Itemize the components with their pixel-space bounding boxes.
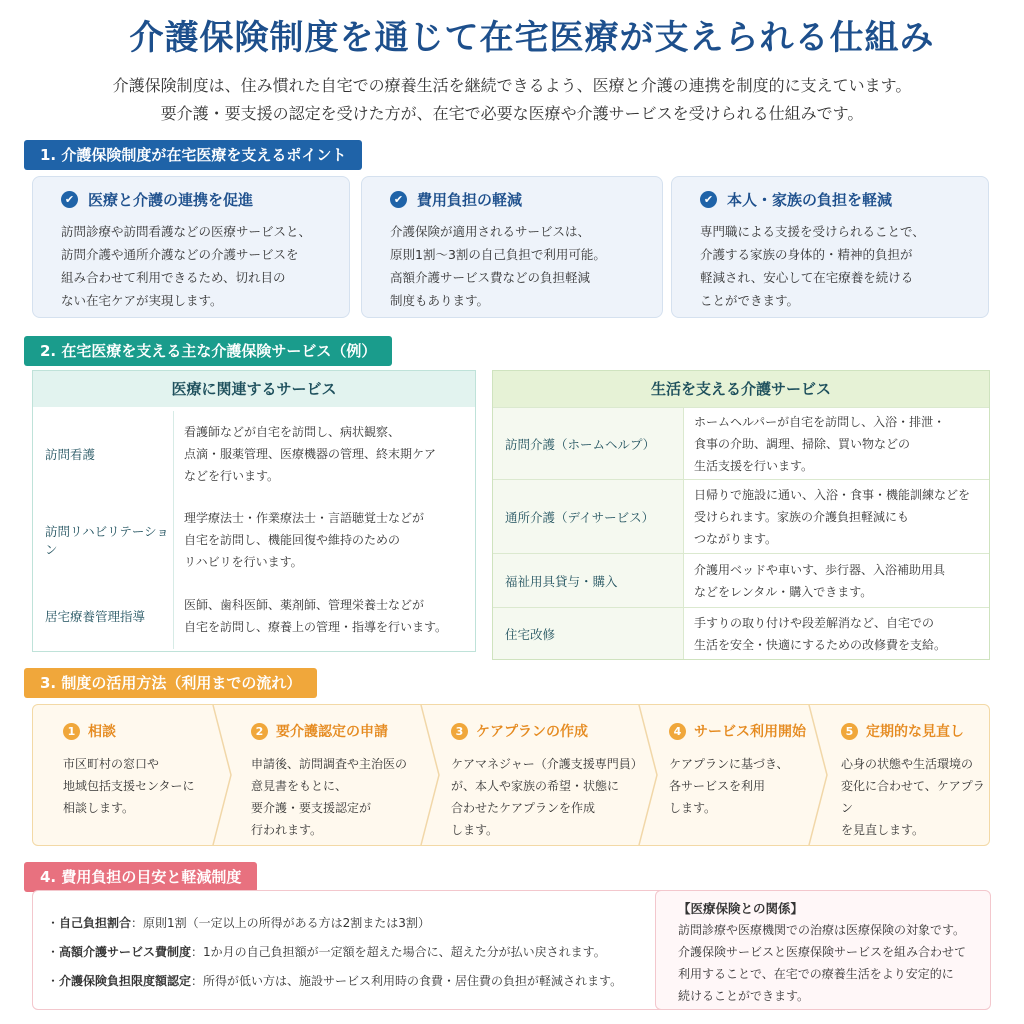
cost-item-label: 介護保険負担限度額認定 (59, 974, 192, 988)
cost-item-label: 自己負担割合 (59, 916, 132, 930)
service-desc: 看護師などが自宅を訪問し、病状観察、 点滴・服薬管理、医療機器の管理、終末期ケア などを行います。 (173, 411, 475, 497)
point-body: 介護保険が適用されるサービスは、 原則1割〜3割の自己負担で利用可能。 高額介護サービス費などの負担軽減 制度もあります。 (390, 224, 606, 308)
step-title: 要介護認定の申請 (276, 724, 388, 740)
check-icon: ✔ (61, 191, 78, 208)
service-desc: 介護用ベッドや車いす、歩行器、入浴補助用具 などをレンタル・購入できます。 (683, 554, 989, 607)
cost-item-text: ：所得が低い方は、施設サービス利用時の食費・居住費の負担が軽減されます。 (191, 974, 623, 988)
step-body: ケアマネジャー（介護支援専門員） が、本人や家族の希望・状態に 合わせたケアプランを作成 します。 (451, 757, 643, 837)
service-name: 福祉用具貸与・購入 (493, 554, 683, 607)
step-title: サービス利用開始 (694, 724, 806, 740)
page-title: 介護保険制度を通じて在宅医療が支えられる仕組み (129, 18, 935, 58)
point-title: 本人・家族の負担を軽減 (727, 191, 893, 209)
step-body: 市区町村の窓口や 地域包括支援センターに 相談します。 (63, 757, 195, 815)
table-row (33, 411, 475, 497)
point-body: 専門職による支援を受けられることで、 介護する家族の身体的・精神的負担が 軽減され、安心して在宅療養を続ける ことができます。 (700, 224, 925, 308)
service-name: 訪問リハビリテーション (45, 524, 169, 557)
intro-text (0, 72, 1024, 128)
step-body: 申請後、訪問調査や主治医の 意見書をもとに、 要介護・要支援認定が 行われます。 (251, 757, 408, 837)
step-number-icon: 1 (63, 723, 80, 740)
step-title: ケアプランの作成 (476, 724, 588, 740)
point-card-cost (361, 176, 663, 318)
table-row (493, 553, 989, 607)
medical-insurance-note (655, 890, 991, 1010)
cost-item-text: ：1か月の自己負担額が一定額を超えた場合に、超えた分が払い戻されます。 (191, 945, 606, 959)
living-services-table (492, 370, 990, 660)
section2-heading: 2. 在宅医療を支える主な介護保険サービス（例） (24, 336, 392, 366)
usage-flow (32, 704, 990, 846)
chevron-right-icon (807, 705, 829, 845)
flow-step-apply (251, 705, 436, 845)
service-desc: ホームヘルパーが自宅を訪問し、入浴・排泄・ 食事の介助、調理、掃除、買い物などの 生活支援を行います。 (683, 408, 989, 479)
point-body: 訪問診療や訪問看護などの医療サービスと、 訪問介護や通所介護などの介護サービスを 組み合わせて利用できるため、切れ目の ない在宅ケアが実現します。 (61, 224, 312, 308)
service-name: 住宅改修 (493, 608, 683, 659)
cost-item-text: ：原則1割（一定以上の所得がある方は2割または3割） (131, 916, 430, 930)
table-row (33, 497, 475, 583)
check-icon: ✔ (390, 191, 407, 208)
section3-heading: 3. 制度の活用方法（利用までの流れ） (24, 668, 317, 698)
list-item: ・高額介護サービス費制度：1か月の自己負担額が一定額を超えた場合に、超えた分が払い戻されます。 (47, 945, 606, 959)
table-row (493, 607, 989, 659)
medical-table-heading: 医療に関連するサービス (33, 371, 475, 407)
cost-panel (32, 890, 990, 1010)
note-title: 【医療保険との関係】 (678, 901, 804, 916)
service-desc: 理学療法士・作業療法士・言語聴覚士などが 自宅を訪問し、機能回復や維持のための リハビリを行います。 (173, 497, 475, 583)
point-card-family (671, 176, 989, 318)
service-name: 訪問介護（ホームヘルプ） (493, 408, 683, 479)
point-card-collaboration (32, 176, 350, 318)
flow-step-start (669, 705, 819, 845)
flow-step-review (841, 705, 991, 845)
step-number-icon: 4 (669, 723, 686, 740)
service-name: 居宅療養管理指導 (45, 609, 146, 624)
chevron-right-icon (419, 705, 441, 845)
medical-services-table (32, 370, 476, 652)
note-body: 訪問診療や医療機関での治療は医療保険の対象です。 介護保険サービスと医療保険サービスを組み合わせて 利用することで、在宅での療養生活をより安定的に 続けることができます。 (678, 923, 967, 1003)
check-icon: ✔ (700, 191, 717, 208)
service-desc: 日帰りで施設に通い、入浴・食事・機能訓練などを 受けられます。家族の介護負担軽減にも つながります。 (683, 480, 989, 553)
section4-heading: 4. 費用負担の目安と軽減制度 (24, 862, 257, 892)
step-title: 相談 (88, 724, 116, 740)
point-title: 費用負担の軽減 (417, 191, 523, 209)
service-desc: 手すりの取り付けや段差解消など、自宅での 生活を安全・快適にするための改修費を支給。 (683, 608, 989, 659)
flow-step-careplan (451, 705, 651, 845)
step-number-icon: 5 (841, 723, 858, 740)
intro-line-2: 要介護・要支援の認定を受けた方が、在宅で必要な医療や介護サービスを受けられる仕組みです。 (160, 104, 864, 123)
point-title: 医療と介護の連携を促進 (88, 191, 254, 209)
living-table-heading: 生活を支える介護サービス (493, 371, 989, 407)
step-body: ケアプランに基づき、 各サービスを利用 します。 (669, 757, 789, 815)
list-item: ・自己負担割合：原則1割（一定以上の所得がある方は2割または3割） (47, 916, 430, 930)
service-desc: 医師、歯科医師、薬剤師、管理栄養士などが 自宅を訪問し、療養上の管理・指導を行います。 (173, 583, 475, 649)
chevron-right-icon (211, 705, 233, 845)
cost-item-label: 高額介護サービス費制度 (59, 945, 192, 959)
table-row (493, 407, 989, 479)
step-number-icon: 2 (251, 723, 268, 740)
table-row (33, 583, 475, 649)
list-item: ・介護保険負担限度額認定：所得が低い方は、施設サービス利用時の食費・居住費の負担が軽減されます。 (47, 974, 623, 988)
step-body: 心身の状態や生活環境の 変化に合わせて、ケアプラン を見直します。 (841, 757, 985, 837)
intro-line-1: 介護保険制度は、住み慣れた自宅での療養生活を継続できるよう、医療と介護の連携を制度的に支えています。 (112, 76, 912, 95)
cost-list (47, 909, 647, 996)
chevron-right-icon (637, 705, 659, 845)
table-row (493, 479, 989, 553)
step-title: 定期的な見直し (866, 724, 964, 740)
service-name: 通所介護（デイサービス） (493, 480, 683, 553)
step-number-icon: 3 (451, 723, 468, 740)
section1-heading: 1. 介護保険制度が在宅医療を支えるポイント (24, 140, 362, 170)
service-name: 訪問看護 (45, 447, 96, 462)
